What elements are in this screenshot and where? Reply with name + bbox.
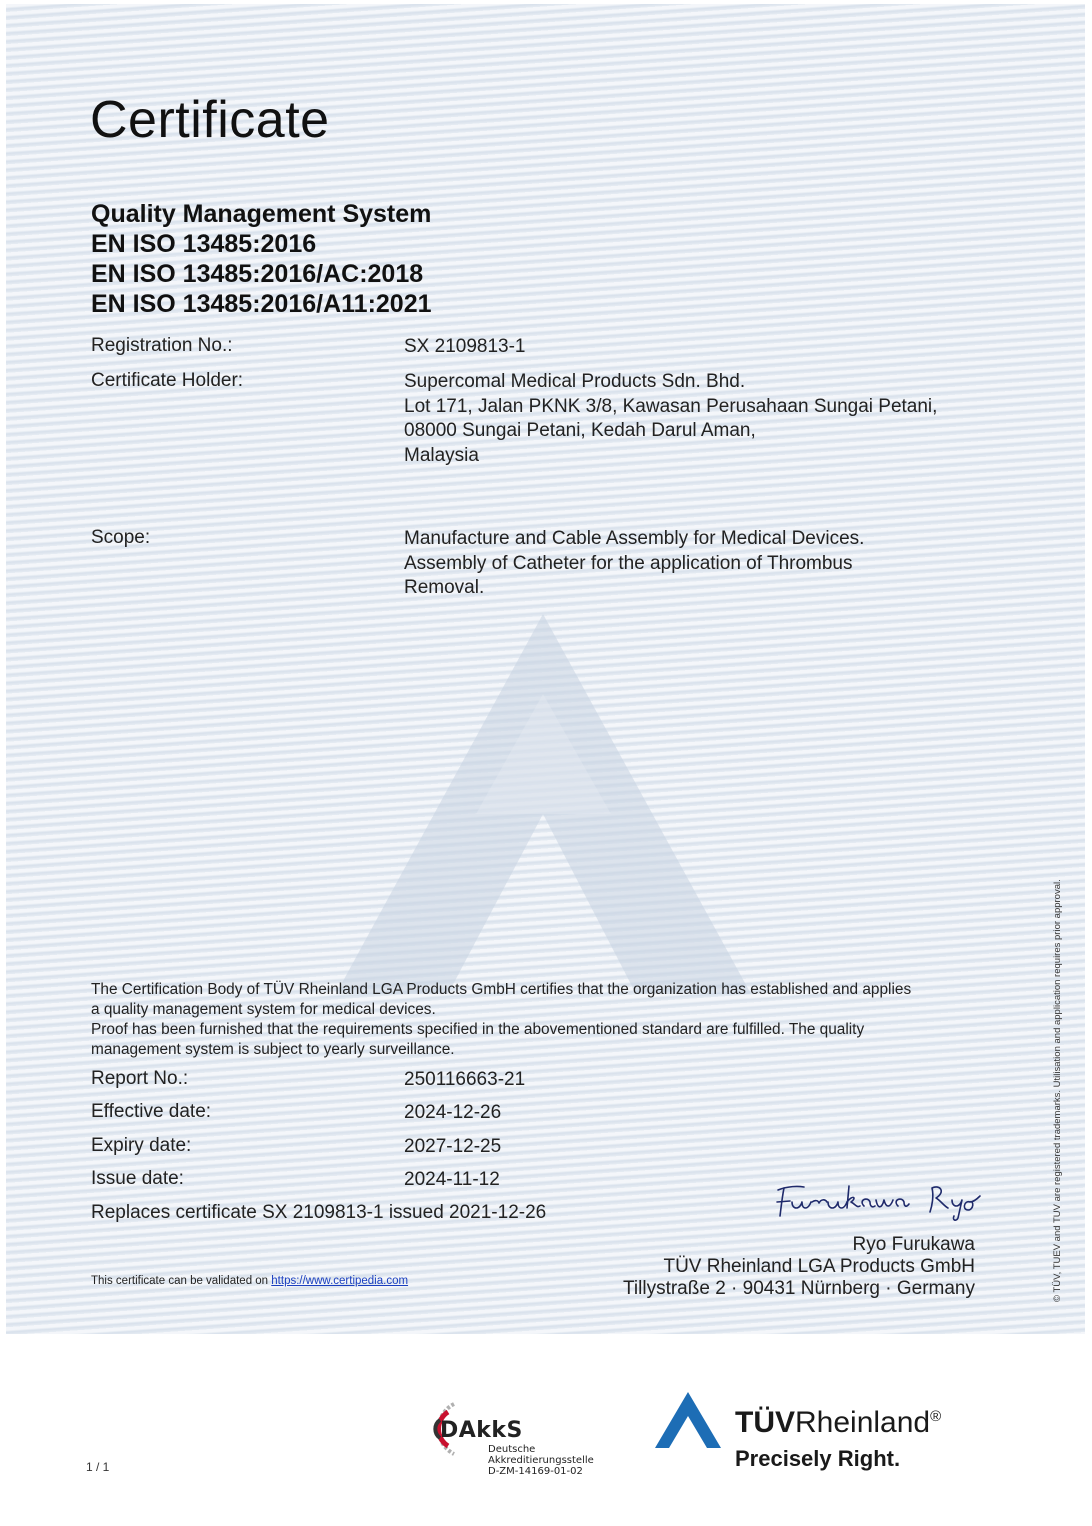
- expiry-date-label: Expiry date:: [91, 1135, 192, 1156]
- registration-value: SX 2109813-1: [404, 336, 526, 357]
- replaces-note: Replaces certificate SX 2109813-1 issued 2021-12-26: [91, 1202, 547, 1223]
- tuv-rheinland-logo: [655, 1390, 995, 1480]
- standard-heading: Quality Management System: [91, 200, 432, 228]
- issue-date-label: Issue date:: [91, 1168, 184, 1189]
- tuv-slogan: Precisely Right.: [735, 1446, 901, 1471]
- dakks-name: DAkkS: [440, 1418, 523, 1443]
- effective-date-label: Effective date:: [91, 1101, 212, 1122]
- tuv-brand-a: TÜV: [735, 1406, 795, 1439]
- validation-note: [91, 1275, 408, 1287]
- effective-date-value: 2024-12-26: [404, 1102, 502, 1123]
- scope-text: [404, 527, 864, 601]
- holder-label: Certificate Holder:: [91, 370, 244, 391]
- issue-date-value: 2024-11-12: [404, 1169, 500, 1190]
- scope-line: Assembly of Catheter for the application of Thrombus: [404, 552, 853, 574]
- scope-line: Removal.: [404, 577, 485, 598]
- holder-line: 08000 Sungai Petani, Kedah Darul Aman,: [404, 420, 756, 441]
- signatory-name: Ryo Furukawa: [852, 1234, 975, 1255]
- registered-mark: ®: [930, 1408, 942, 1425]
- dakks-logo: [414, 1398, 604, 1488]
- standard-line: EN ISO 13485:2016/A11:2021: [91, 290, 432, 318]
- statement-line: a quality management system for medical devices.: [91, 1001, 436, 1018]
- tuv-brand: [735, 1406, 941, 1440]
- certificate-title: Certificate: [90, 91, 330, 149]
- dakks-line: Akkreditierungsstelle: [488, 1455, 594, 1466]
- standard-line: EN ISO 13485:2016/AC:2018: [91, 260, 424, 288]
- holder-line: Lot 171, Jalan PKNK 3/8, Kawasan Perusahaan Sungai Petani,: [404, 395, 938, 417]
- signatory-address: Tillystraße 2 · 90431 Nürnberg · Germany: [623, 1278, 975, 1299]
- tuv-triangle-icon: [655, 1390, 725, 1452]
- report-value: 250116663-21: [404, 1069, 526, 1090]
- statement-line: management system is subject to yearly surveillance.: [91, 1041, 455, 1058]
- report-label: Report No.:: [91, 1068, 189, 1089]
- page-number: 1 / 1: [86, 1460, 110, 1474]
- signatory-company: TÜV Rheinland LGA Products GmbH: [663, 1256, 975, 1277]
- tuv-brand-b: Rheinland: [795, 1406, 931, 1439]
- expiry-date-value: 2027-12-25: [404, 1136, 502, 1157]
- holder-line: Supercomal Medical Products Sdn. Bhd.: [404, 371, 746, 392]
- certificate-sheet: [6, 4, 1085, 1334]
- certification-statement: [91, 980, 991, 1060]
- standard-line: EN ISO 13485:2016: [91, 230, 317, 258]
- signature-image: [774, 1176, 994, 1226]
- dakks-line: Deutsche: [488, 1444, 536, 1455]
- certipedia-link[interactable]: https://www.certipedia.com: [271, 1275, 409, 1287]
- validation-text: This certificate can be validated on: [91, 1275, 272, 1287]
- scope-label: Scope:: [91, 527, 151, 548]
- trademark-note: © TÜV, TUEV and TUV are registered trademarks. Utilisation and application requires prior approval.: [1052, 879, 1063, 1302]
- holder-address: [404, 370, 937, 468]
- statement-line: The Certification Body of TÜV Rheinland LGA Products GmbH certifies that the organization has established and applies: [91, 981, 912, 998]
- statement-line: Proof has been furnished that the requirements specified in the abovementioned standard are fulfilled. The quality: [91, 1021, 865, 1038]
- dakks-caption: [488, 1444, 594, 1477]
- dakks-line: D-ZM-14169-01-02: [488, 1466, 583, 1477]
- holder-line: Malaysia: [404, 444, 479, 466]
- registration-label: Registration No.:: [91, 335, 233, 356]
- scope-line: Manufacture and Cable Assembly for Medical Devices.: [404, 528, 865, 549]
